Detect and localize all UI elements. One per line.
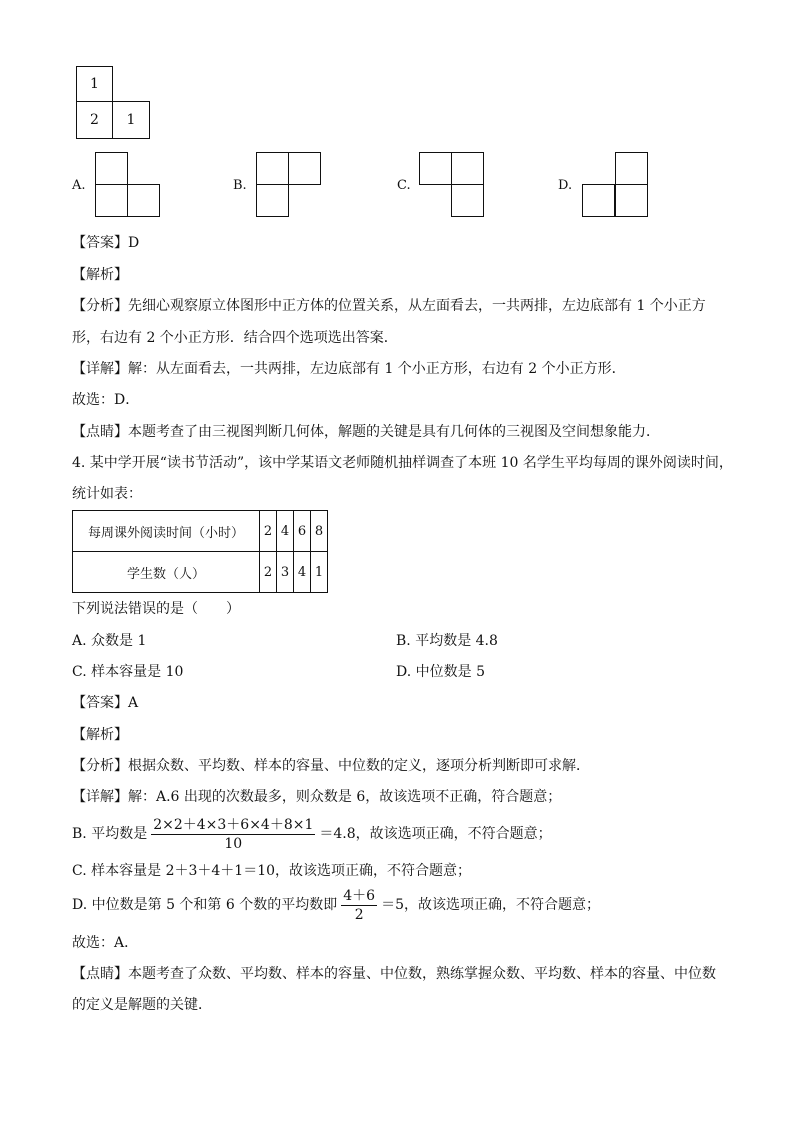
- table-cell: 2: [260, 511, 277, 552]
- q4-guxuan: 故选：A．: [72, 935, 139, 951]
- q3-guxuan: 故选：D．: [72, 392, 140, 408]
- q4-explain-d: D. 中位数是第 5 个和第 6 个数的平均数即 $\frac{4+6}{2}$ ＝5，故该选项正确，不符合题意；: [72, 887, 600, 923]
- q3-answer: 【答案】D: [72, 235, 140, 251]
- figure-cell: [615, 152, 648, 185]
- table-header-cell: 学生数（人）: [73, 552, 260, 593]
- q4-answer: 【答案】A: [72, 695, 139, 711]
- q3-jiexi: 【解析】: [72, 267, 128, 283]
- fraction: $\frac{4+6}{2}$: [343, 887, 376, 923]
- table-cell: 1: [311, 552, 328, 593]
- q4-jiexi: 【解析】: [72, 727, 128, 743]
- q4-stem: 4. 某中学开展“读书节活动”，该中学某语文老师随机抽样调查了本班 10 名学生平均每周的课外阅读时间，: [72, 455, 733, 471]
- q3-xiangjie: 【详解】解：从左面看去，一共两排，左边底部有 1 个小正方形，右边有 2 个小正方形．: [72, 361, 626, 377]
- q3-dianjing: 【点睛】本题考查了由三视图判断几何体，解题的关键是具有几何体的三视图及空间想象能力．: [72, 424, 660, 440]
- q4-xiangjie: 【详解】解：A.6 出现的次数最多，则众数是 6，故该选项不正确，符合题意；: [72, 789, 562, 805]
- figure-cell: [127, 184, 160, 217]
- q4-stem: 统计如表：: [72, 486, 142, 502]
- figure-cell: [419, 152, 452, 185]
- q4-dianjing: 的定义是解题的关键．: [72, 997, 212, 1013]
- q3-fenxi: 【分析】先细心观察原立体图形中正方体的位置关系，从左面看去，一共两排，左边底部有 1 个小正方: [72, 298, 706, 314]
- q4-dianjing: 【点睛】本题考查了众数、平均数、样本的容量、中位数，熟练掌握众数、平均数、样本的容量、中位数: [72, 966, 716, 982]
- figure-cell: [615, 184, 648, 217]
- table-cell: 2: [260, 552, 277, 593]
- q4-question: 下列说法错误的是（ ）: [72, 601, 240, 617]
- table-cell: 6: [294, 511, 311, 552]
- table-row: [73, 552, 328, 593]
- q4-explain-c: C. 样本容量是 2＋3＋4＋1＝10，故该选项正确，不符合题意；: [72, 863, 472, 879]
- figure-cell: 1: [112, 101, 150, 139]
- fraction: $\frac{2\times 2+4\times 3+6\times 4+8\times 1}{10}$: [153, 816, 314, 852]
- q4-fenxi: 【分析】根据众数、平均数、样本的容量、中位数的定义，逐项分析判断即可求解．: [72, 758, 590, 774]
- table-cell: 3: [277, 552, 294, 593]
- q4-option-a: A. 众数是 1: [72, 633, 147, 649]
- table-row: [73, 511, 328, 552]
- figure-cell: [256, 152, 289, 185]
- figure-cell: [256, 184, 289, 217]
- table-cell: 8: [311, 511, 328, 552]
- q3-fenxi: 形，右边有 2 个小正方形．结合四个选项选出答案．: [72, 330, 398, 346]
- figure-cell: [95, 152, 128, 185]
- table-header-cell: 每周课外阅读时间（小时）: [73, 511, 260, 552]
- figure-cell: [451, 184, 484, 217]
- figure-cell: 2: [76, 101, 113, 139]
- q4-option-c: C. 样本容量是 10: [72, 664, 184, 680]
- table-cell: 4: [277, 511, 294, 552]
- figure-cell: [288, 152, 321, 185]
- table-cell: 4: [294, 552, 311, 593]
- q4-option-b: B. 平均数是 4.8: [396, 633, 498, 649]
- figure-cell: [582, 184, 615, 217]
- figure-cell: [95, 184, 128, 217]
- q4-explain-b: B. 平均数是 $\frac{2\times 2+4\times 3+6\times 4+8\times 1}{10}$ ＝4.8，故该选项正确，不符合题意；: [72, 816, 552, 852]
- figure-cell: [451, 152, 484, 185]
- q4-option-d: D. 中位数是 5: [396, 664, 485, 680]
- figure-cell: 1: [76, 66, 113, 102]
- reading-time-table: [72, 510, 328, 593]
